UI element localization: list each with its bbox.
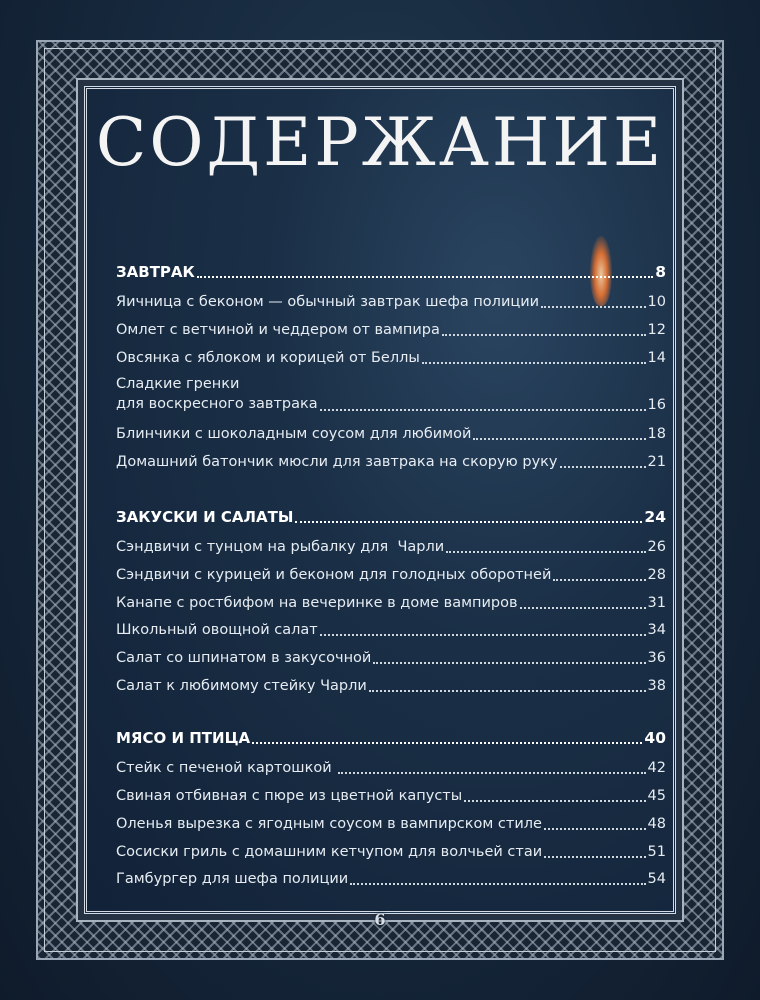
item-page: 38 (647, 678, 666, 694)
item-page: 34 (647, 622, 666, 638)
item-title: Сэндвичи с курицей и беконом для голодных оборотней (116, 567, 552, 583)
item-page: 28 (647, 567, 666, 583)
toc-item[interactable] (116, 452, 666, 471)
toc-item[interactable] (116, 676, 666, 695)
item-title: Сладкие гренки для воскресного завтрака (116, 376, 318, 412)
item-page: 48 (647, 816, 666, 832)
toc-item[interactable] (116, 842, 666, 861)
item-page: 12 (647, 322, 666, 338)
dot-leader (442, 320, 646, 336)
section-title: ЗАКУСКИ И САЛАТЫ (116, 508, 294, 526)
item-page: 51 (647, 844, 666, 860)
toc-item[interactable] (116, 374, 666, 414)
toc-item[interactable] (116, 320, 666, 339)
toc-item[interactable] (116, 869, 666, 888)
dot-leader (520, 593, 646, 609)
dot-leader (553, 565, 645, 581)
item-title: Овсянка с яблоком и корицей от Беллы (116, 350, 420, 366)
toc-item[interactable] (116, 565, 666, 584)
dot-leader (320, 395, 646, 411)
item-page: 26 (647, 539, 666, 555)
toc-item[interactable] (116, 786, 666, 805)
dot-leader (422, 348, 646, 364)
section-page: 40 (644, 729, 666, 747)
dot-leader (252, 728, 642, 744)
toc-item[interactable] (116, 620, 666, 639)
dot-leader (197, 262, 653, 278)
item-page: 36 (647, 650, 666, 666)
page-title: СОДЕРЖАНИЕ (95, 104, 665, 181)
toc-section-snacks-salads[interactable] (116, 507, 666, 526)
dot-leader (295, 507, 642, 523)
item-title: Сосиски гриль с домашним кетчупом для волчьей стаи (116, 844, 543, 860)
dot-leader (544, 814, 646, 830)
dot-leader (560, 452, 646, 468)
item-title: Канапе с ростбифом на вечеринке в доме вампиров (116, 595, 518, 611)
item-title: Яичница с беконом — обычный завтрак шефа полиции (116, 294, 540, 310)
item-page: 18 (647, 426, 666, 442)
dot-leader (544, 842, 645, 858)
item-title: Салат со шпинатом в закусочной (116, 650, 372, 666)
item-title: Оленья вырезка с ягодным соусом в вампирском стиле (116, 816, 542, 832)
item-title: Салат к любимому стейку Чарли (116, 678, 367, 694)
toc-item[interactable] (116, 593, 666, 612)
item-page: 31 (647, 595, 666, 611)
toc-item[interactable] (116, 814, 666, 833)
dot-leader (338, 758, 645, 774)
section-title: ЗАВТРАК (116, 263, 195, 281)
toc-item[interactable] (116, 758, 666, 777)
item-page: 14 (647, 350, 666, 366)
item-title: Свиная отбивная с пюре из цветной капусты (116, 788, 463, 804)
section-title: МЯСО И ПТИЦА (116, 729, 251, 747)
dot-leader (373, 648, 645, 664)
toc-section-meat-poultry[interactable] (116, 728, 666, 747)
toc-item[interactable] (116, 348, 666, 367)
toc-item[interactable] (116, 424, 666, 443)
item-page: 45 (647, 788, 666, 804)
item-title: Омлет с ветчиной и чеддером от вампира (116, 322, 440, 338)
toc-item[interactable] (116, 292, 666, 311)
item-page: 10 (647, 294, 666, 310)
dot-leader (464, 786, 645, 802)
item-page: 54 (647, 871, 666, 887)
item-page: 42 (647, 760, 666, 776)
toc-section-breakfast[interactable] (116, 262, 666, 281)
item-page: 21 (647, 454, 666, 470)
item-title: Сэндвичи с тунцом на рыбалку для Чарли (116, 539, 445, 555)
section-page: 8 (655, 263, 666, 281)
dot-leader (369, 676, 646, 692)
toc-item[interactable] (116, 648, 666, 667)
item-page: 16 (647, 397, 666, 413)
dot-leader (320, 620, 646, 636)
toc-item[interactable] (116, 537, 666, 556)
item-title: Гамбургер для шефа полиции (116, 871, 349, 887)
page-number: 6 (374, 910, 386, 929)
item-title: Школьный овощной салат (116, 622, 318, 638)
dot-leader (473, 424, 645, 440)
section-page: 24 (644, 508, 666, 526)
item-title: Стейк с печеной картошкой (116, 760, 337, 776)
dot-leader (541, 292, 645, 308)
item-title: Блинчики с шоколадным соусом для любимой (116, 426, 472, 442)
dot-leader (446, 537, 645, 553)
dot-leader (350, 869, 645, 885)
item-title: Домашний батончик мюсли для завтрака на скорую руку (116, 454, 558, 470)
